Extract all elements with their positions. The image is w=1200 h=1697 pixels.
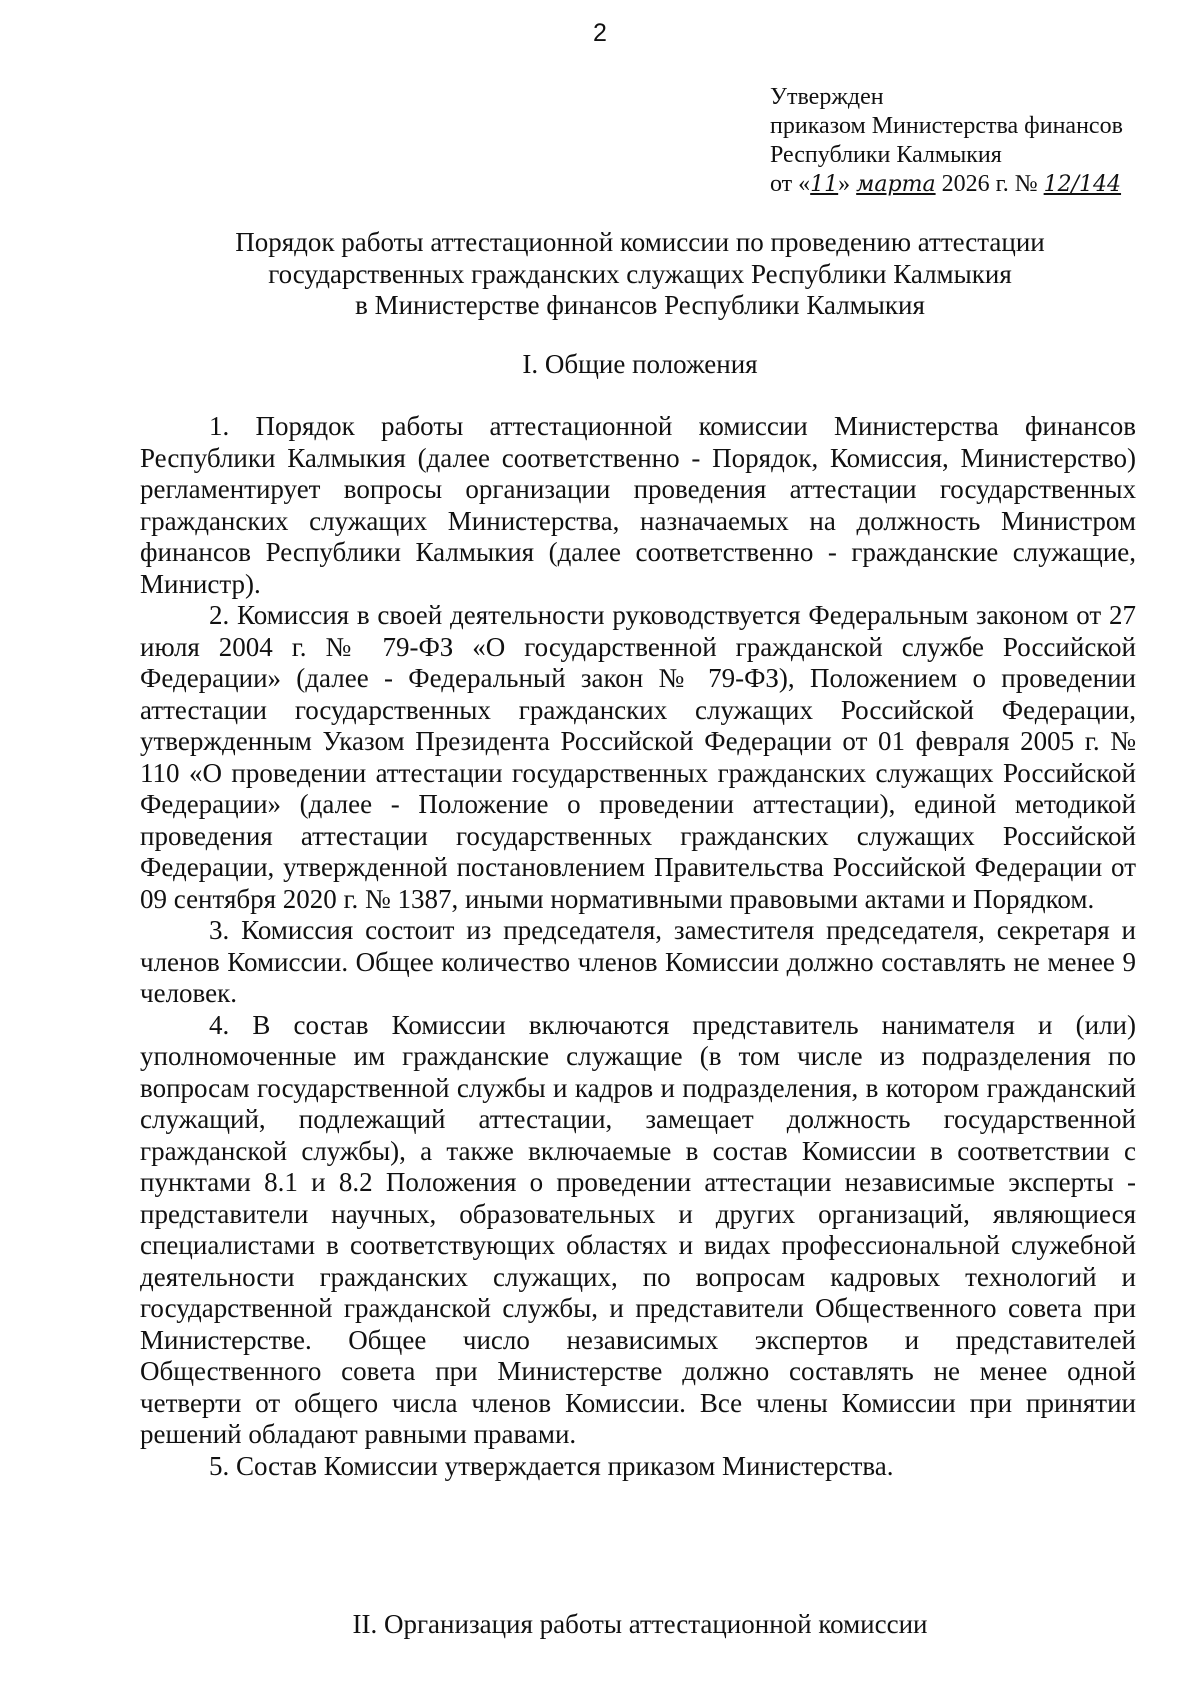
document-title — [140, 227, 1140, 322]
handwritten-order-number: 12/144 — [1043, 172, 1122, 197]
paragraph-3: 3. Комиссия состоит из председателя, заместителя председателя, секретаря и членов Комиссии. Общее количество членов Комиссии должно составлять не менее 9 человек. — [140, 915, 1136, 1008]
paragraph-4: 4. В состав Комиссии включаются представитель нанимателя и (или) уполномоченные им гражданские служащие (в том числе из подразделения по вопросам государственной службы и кадров и подразделения, в котором гражданский служащий, подлежащий аттестации, замещает должность государственной гражданской службы), а также включаемые в состав Комиссии в соответствии с пунктами 8.1 и 8.2 Положения о проведении аттестации независимые эксперты - представители научных, образовательных и других организаций, являющиеся специалистами в соответствующих областях и видах профессиональной служебной деятельности гражданских служащих, по вопросам кадровых технологий и государственной гражданской службы, и представители Общественного совета при Министерстве. Общее число независимых экспертов и представителей Общественного совета при Министерстве должно составлять не менее одной четверти от общего числа членов Комиссии. Все члены Комиссии при принятии решений обладают равными правами. — [140, 1009, 1136, 1449]
title-line-3: в Министерстве финансов Республики Калмыкия — [355, 290, 925, 320]
title-line-2: государственных гражданских служащих Республики Калмыкия — [268, 258, 1012, 289]
paragraph-5: 5. Состав Комиссии утверждается приказом Министерства. — [209, 1450, 894, 1481]
approval-stamp — [770, 83, 1190, 199]
handwritten-day: 11 — [810, 172, 839, 197]
page-number: 2 — [593, 19, 607, 47]
handwritten-month: марта — [856, 172, 936, 197]
approval-line-2: приказом Министерства финансов — [770, 113, 1123, 139]
approval-line-1: Утвержден — [770, 84, 884, 110]
body-text — [140, 411, 1136, 1482]
section-2-heading: II. Организация работы аттестационной комиссии — [352, 1609, 928, 1639]
date-year: 2026 г. № — [941, 171, 1038, 197]
date-mid: » — [838, 171, 851, 197]
paragraph-2: 2. Комиссия в своей деятельности руководствуется Федеральным законом от 27 июля 2004 г. № 79-ФЗ «О государственной гражданской службе Российской Федерации» (далее - Федеральный закон № 79-ФЗ), Положением о проведении аттестации государственных гражданских служащих Российской Федерации, утвержденным Указом Президента Российской Федерации от 01 февраля 2005 г. № 110 «О проведении аттестации государственных гражданских служащих Российской Федерации» (далее - Положение о проведении аттестации), единой методикой проведения аттестации государственных гражданских служащих Российской Федерации, утвержденной постановлением Правительства Российской Федерации от 09 сентября 2020 г. № 1387, иными нормативными правовыми актами и Порядком. — [140, 600, 1136, 914]
approval-line-3: Республики Калмыкия — [770, 142, 1002, 168]
paragraph-1: 1. Порядок работы аттестационной комиссии Министерства финансов Республики Калмыкия (далее соответственно - Порядок, Комиссия, Министерство) регламентирует вопросы организации проведения аттестации государственных гражданских служащих Министерства, назначаемых на должность Министром финансов Республики Калмыкия (далее соответственно - гражданские служащие, Министр). — [140, 411, 1136, 599]
title-line-1: Порядок работы аттестационной комиссии по проведению аттестации — [235, 227, 1045, 257]
section-1-heading: I. Общие положения — [522, 349, 758, 379]
date-prefix: от « — [770, 171, 811, 197]
approval-date-line — [770, 170, 1190, 199]
